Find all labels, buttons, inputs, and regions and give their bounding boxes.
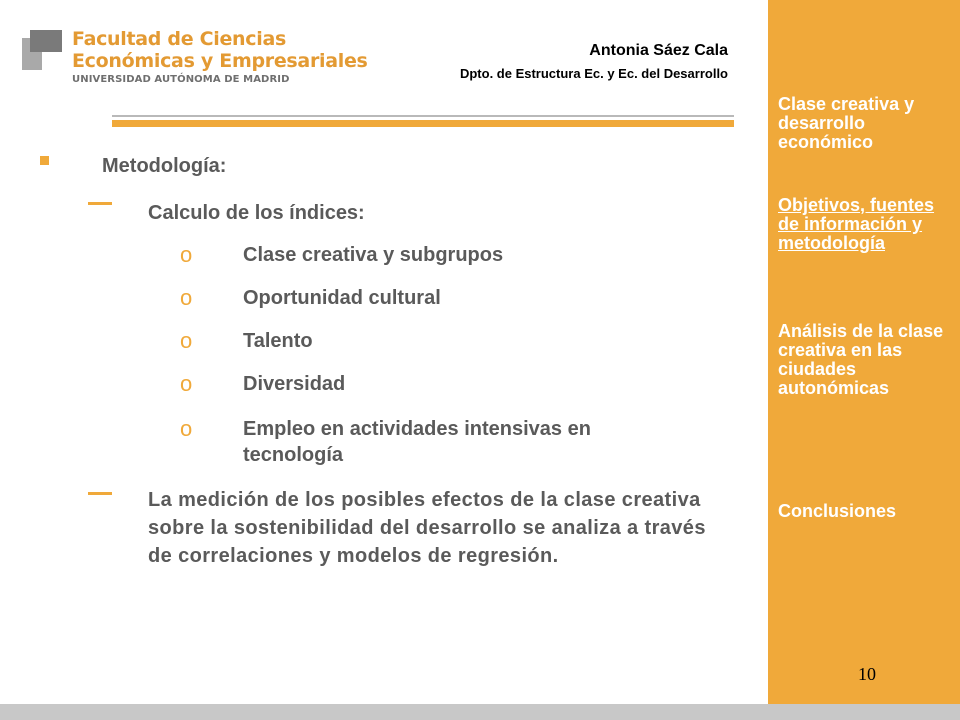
page-number: 10	[858, 664, 876, 684]
circle-bullet-icon: o	[180, 328, 193, 353]
subitem-3: Talento	[243, 330, 313, 352]
circle-bullet-icon: o	[180, 285, 193, 310]
sidebar-item-analisis[interactable]: Análisis de la clase creativa en las ciudades autonómicas	[778, 321, 944, 398]
logo-line1: Facultad de Ciencias	[72, 28, 286, 50]
circle-bullet-icon: o	[180, 416, 193, 441]
item-calculo: Calculo de los índices:	[148, 202, 365, 224]
author-department: Dpto. de Estructura Ec. y Ec. del Desarrollo	[459, 66, 728, 81]
square-bullet-icon	[40, 156, 49, 165]
circle-bullet-icon: o	[180, 371, 193, 396]
logo-line3: UNIVERSIDAD AUTÓNOMA DE MADRID	[72, 74, 290, 85]
sidebar-item-conclusiones[interactable]: Conclusiones	[778, 501, 897, 521]
subitem-1: Clase creativa y subgrupos	[243, 244, 504, 266]
sidebar-item-clase-creativa[interactable]: Clase creativa y desarrollo económico	[778, 94, 915, 152]
dash-bullet-icon	[88, 202, 112, 205]
subitem-4: Diversidad	[243, 373, 346, 395]
dash-bullet-icon	[88, 492, 112, 495]
sidebar-item-objetivos[interactable]: Objetivos, fuentes de información y metodología	[778, 195, 935, 253]
subitem-5: Empleo en actividades intensivas en tecnología	[243, 418, 591, 466]
section-heading: Metodología:	[102, 155, 227, 177]
subitem-2: Oportunidad cultural	[243, 287, 441, 309]
sidebar-nav	[768, 0, 960, 704]
author-name: Antonia Sáez Cala	[589, 42, 728, 59]
circle-bullet-icon: o	[180, 242, 193, 267]
logo-line2: Económicas y Empresariales	[72, 50, 368, 72]
item-medicion: La medición de los posibles efectos de la clase creativa sobre la sostenibilidad del desarrollo se analiza a través de correlaciones y modelos de regresión.	[148, 489, 706, 567]
bottom-bar	[0, 704, 960, 720]
